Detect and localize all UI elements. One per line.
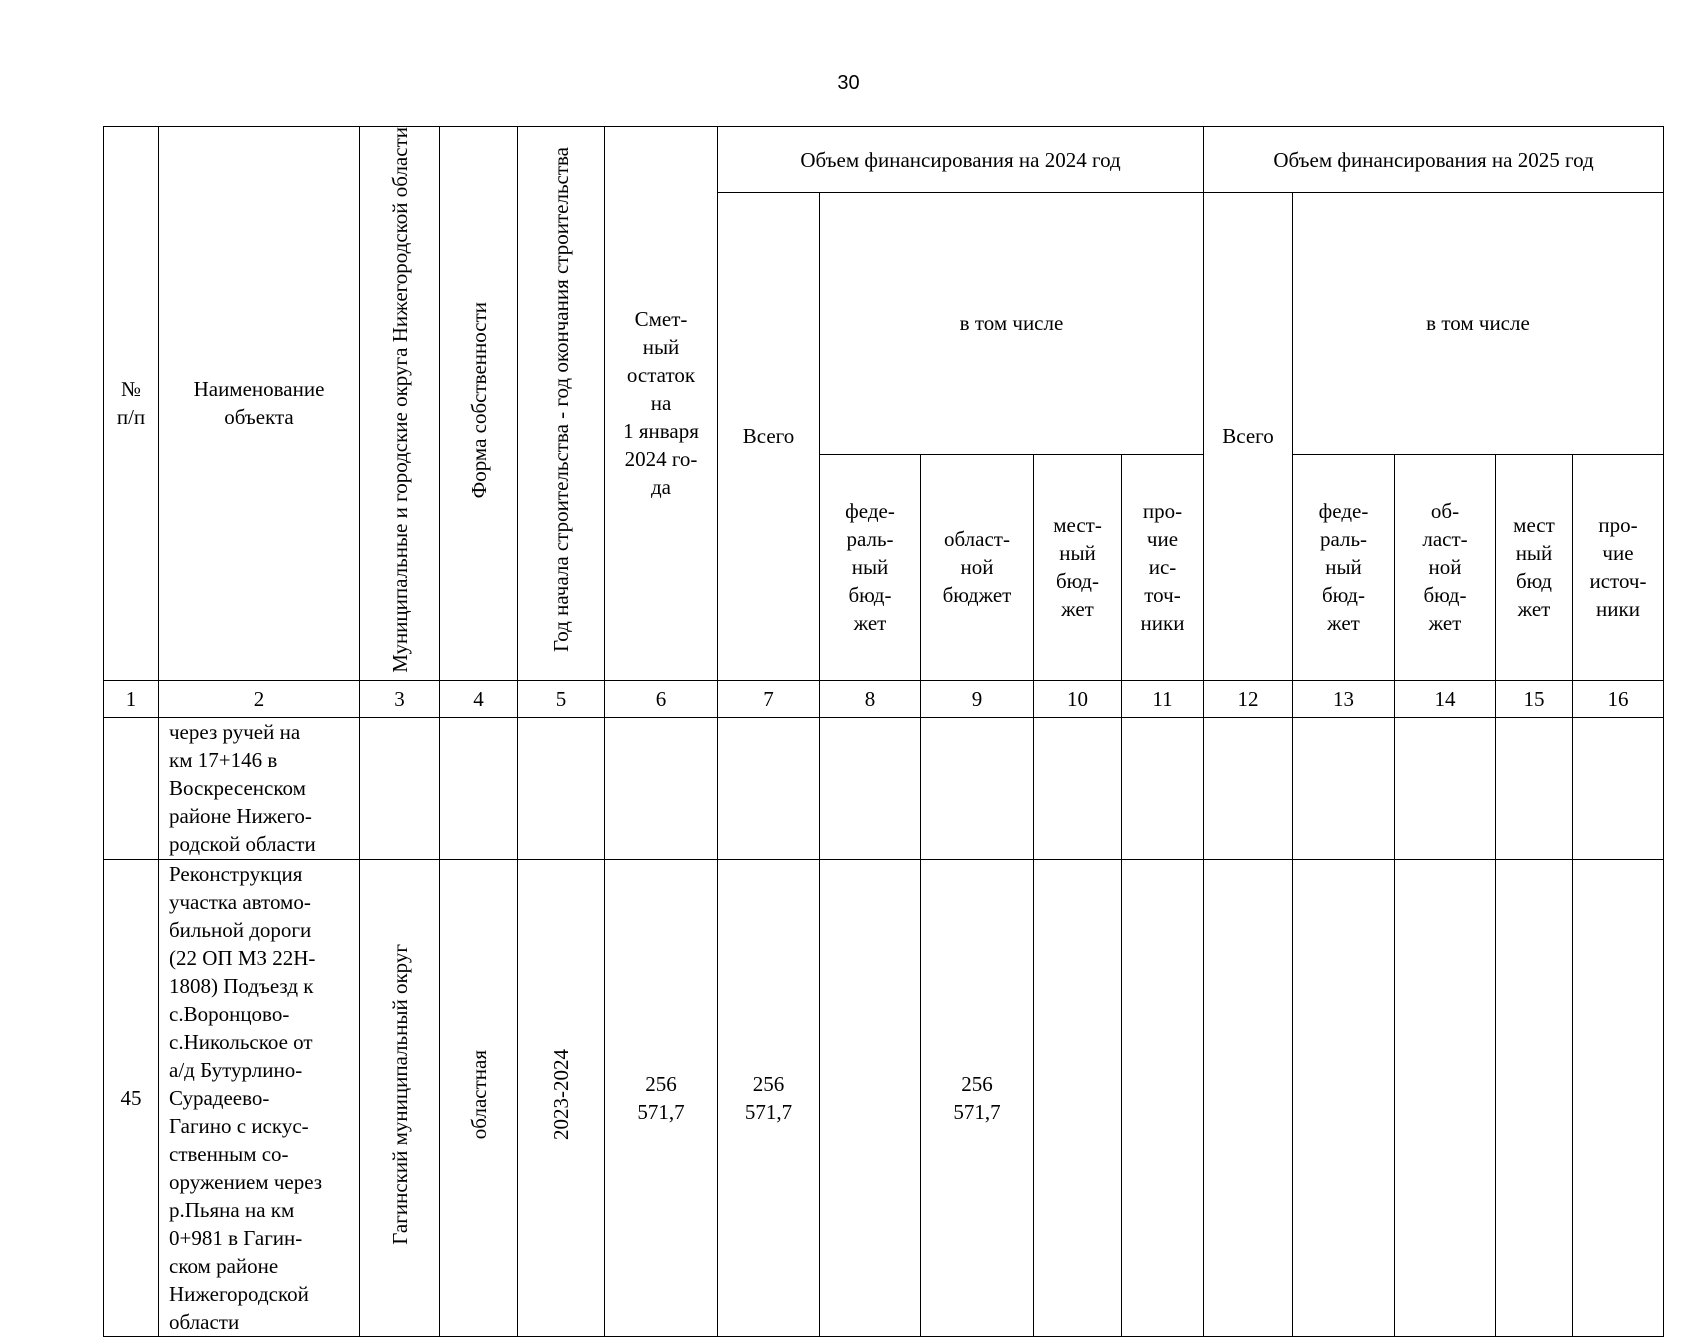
row-oth-2024 bbox=[1122, 859, 1204, 1336]
row-oth-2024 bbox=[1122, 717, 1204, 859]
row-loc-2024 bbox=[1034, 717, 1122, 859]
row-fed-2024 bbox=[820, 717, 921, 859]
row-reg-2025 bbox=[1395, 859, 1496, 1336]
column-number: 9 bbox=[921, 680, 1034, 717]
row-total-2025 bbox=[1204, 717, 1293, 859]
column-number: 10 bbox=[1034, 680, 1122, 717]
column-number: 7 bbox=[718, 680, 820, 717]
header-municipal: Муниципальные и городские округа Нижегородской области bbox=[360, 127, 440, 681]
header-group-2024: Объем финансирования на 2024 год bbox=[718, 127, 1204, 193]
table-row bbox=[104, 717, 1664, 859]
header-fed-2024: феде- раль- ный бюд- жет bbox=[820, 454, 921, 680]
column-number: 15 bbox=[1496, 680, 1573, 717]
column-number: 11 bbox=[1122, 680, 1204, 717]
row-oth-2025 bbox=[1573, 717, 1664, 859]
column-number: 2 bbox=[159, 680, 360, 717]
row-estimate bbox=[605, 717, 718, 859]
row-ownership: областная bbox=[440, 859, 518, 1336]
row-loc-2025 bbox=[1496, 717, 1573, 859]
row-num bbox=[104, 717, 159, 859]
header-oth-2024: про- чие ис- точ- ники bbox=[1122, 454, 1204, 680]
row-oth-2025 bbox=[1573, 859, 1664, 1336]
column-number: 4 bbox=[440, 680, 518, 717]
column-number: 16 bbox=[1573, 680, 1664, 717]
row-years bbox=[518, 717, 605, 859]
row-name: Реконструкция участка автомо- бильной дороги (22 ОП МЗ 22Н- 1808) Подъезд к с.Воронцово- с.Никольское от а/д Бутурлино- Сурадеево- Гагино с искус- ственным со- оружением через р.Пьяна на км 0+981 в Гагин- ском районе Нижегородской области bbox=[159, 859, 360, 1336]
row-municipal bbox=[360, 717, 440, 859]
header-loc-2025: мест ный бюд жет bbox=[1496, 454, 1573, 680]
row-ownership bbox=[440, 717, 518, 859]
header-fed-2025: феде- раль- ный бюд- жет bbox=[1293, 454, 1395, 680]
header-oth-2025: про- чие источ- ники bbox=[1573, 454, 1664, 680]
header-reg-2024: област- ной бюджет bbox=[921, 454, 1034, 680]
column-number: 3 bbox=[360, 680, 440, 717]
column-number: 14 bbox=[1395, 680, 1496, 717]
row-years: 2023-2024 bbox=[518, 859, 605, 1336]
column-number: 1 bbox=[104, 680, 159, 717]
header-total-2024: Всего bbox=[718, 193, 820, 681]
financing-table bbox=[103, 126, 1664, 1337]
header-loc-2024: мест- ный бюд- жет bbox=[1034, 454, 1122, 680]
page-number: 30 bbox=[837, 72, 860, 94]
row-estimate: 256 571,7 bbox=[605, 859, 718, 1336]
row-reg-2024: 256 571,7 bbox=[921, 859, 1034, 1336]
row-total-2025 bbox=[1204, 859, 1293, 1336]
header-including-2025: в том числе bbox=[1293, 193, 1664, 455]
row-municipal: Гагинский муниципальный округ bbox=[360, 859, 440, 1336]
column-number-row bbox=[104, 680, 1664, 717]
row-num: 45 bbox=[104, 859, 159, 1336]
header-num: № п/п bbox=[104, 127, 159, 681]
row-total-2024: 256 571,7 bbox=[718, 859, 820, 1336]
column-number: 5 bbox=[518, 680, 605, 717]
header-name: Наименование объекта bbox=[159, 127, 360, 681]
header-total-2025: Всего bbox=[1204, 193, 1293, 681]
header-group-2025: Объем финансирования на 2025 год bbox=[1204, 127, 1664, 193]
column-number: 6 bbox=[605, 680, 718, 717]
row-name: через ручей на км 17+146 в Воскресенском районе Нижего- родской области bbox=[159, 717, 360, 859]
header-estimate: Смет- ный остаток на 1 января 2024 го- да bbox=[605, 127, 718, 681]
row-fed-2024 bbox=[820, 859, 921, 1336]
row-loc-2025 bbox=[1496, 859, 1573, 1336]
row-reg-2025 bbox=[1395, 717, 1496, 859]
row-loc-2024 bbox=[1034, 859, 1122, 1336]
row-fed-2025 bbox=[1293, 859, 1395, 1336]
column-number: 13 bbox=[1293, 680, 1395, 717]
header-years: Год начала строительства - год окончания строительства bbox=[518, 127, 605, 681]
column-number: 12 bbox=[1204, 680, 1293, 717]
row-fed-2025 bbox=[1293, 717, 1395, 859]
table-row bbox=[104, 859, 1664, 1336]
row-reg-2024 bbox=[921, 717, 1034, 859]
column-number: 8 bbox=[820, 680, 921, 717]
header-reg-2025: об- ласт- ной бюд- жет bbox=[1395, 454, 1496, 680]
row-total-2024 bbox=[718, 717, 820, 859]
header-row-1 bbox=[104, 127, 1664, 193]
header-including-2024: в том числе bbox=[820, 193, 1204, 455]
header-ownership: Форма собственности bbox=[440, 127, 518, 681]
